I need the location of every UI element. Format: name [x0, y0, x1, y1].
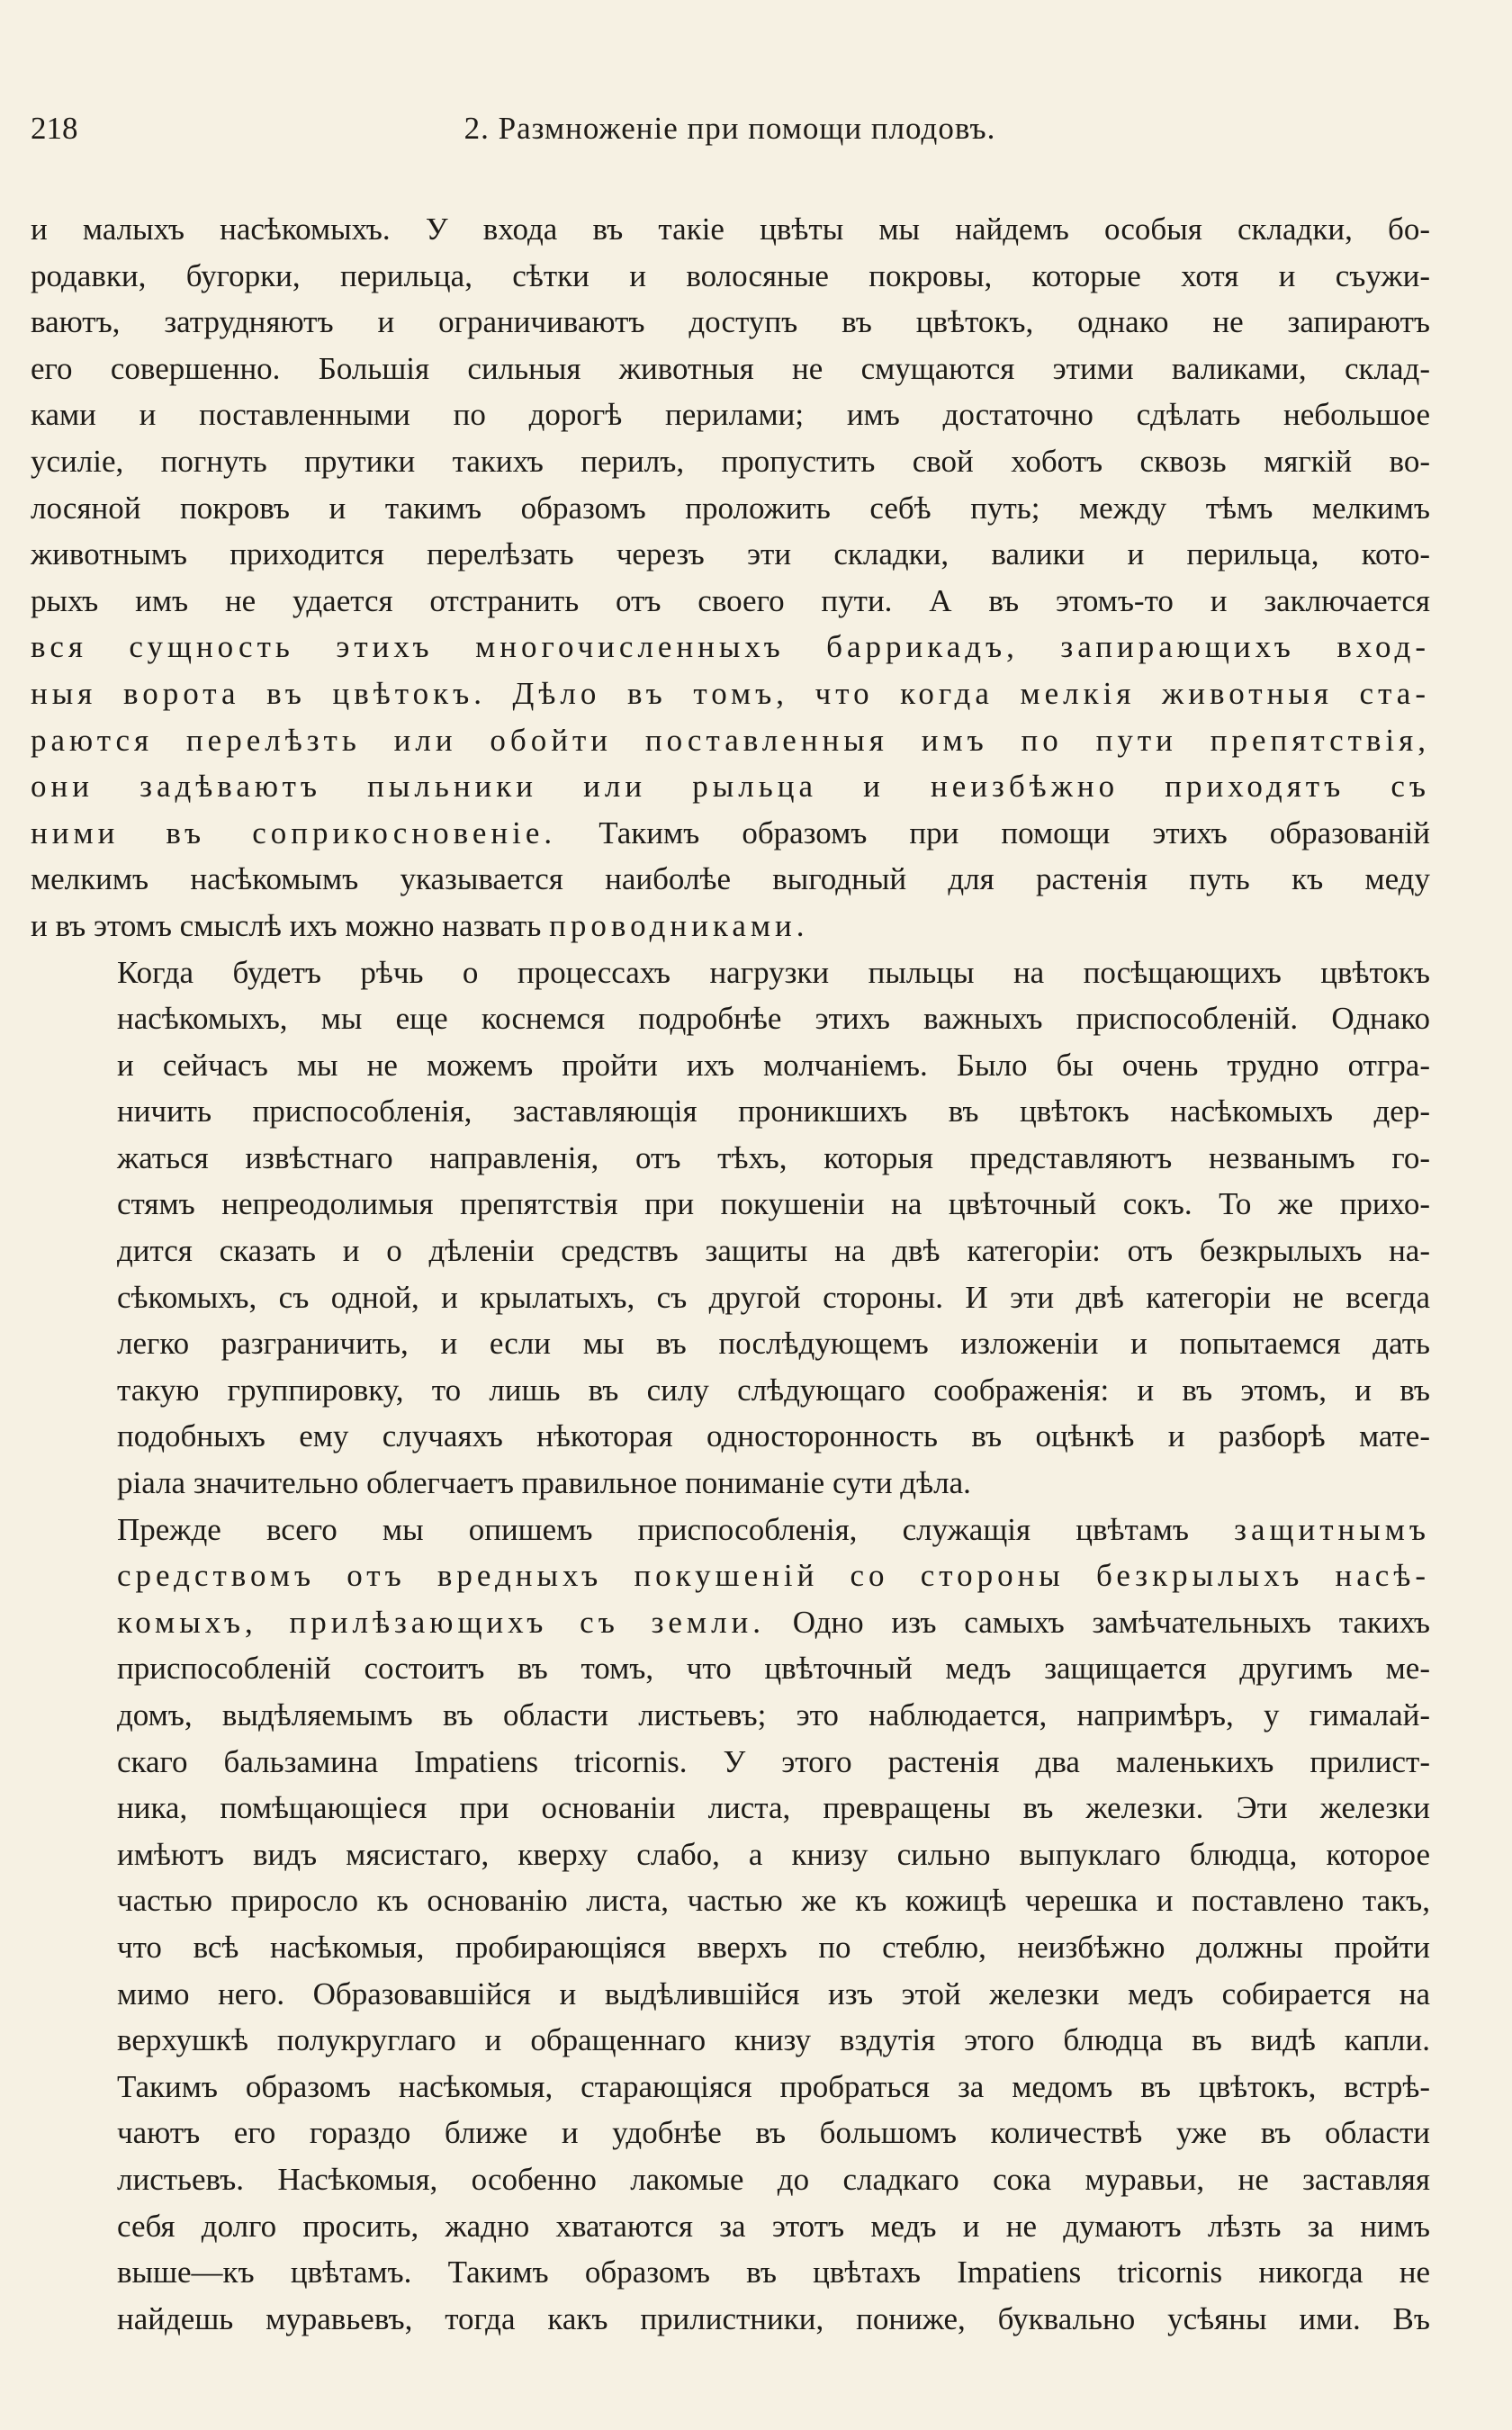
spaced-emphasis: проводниками [549, 907, 796, 943]
text-line: такую группировку, то лишь въ силу слѣдующаго соображенія: и въ этомъ, и въ [117, 1372, 1430, 1408]
text-line: ничить приспособленія, заставляющія проникшихъ въ цвѣтокъ насѣкомыхъ дер- [117, 1094, 1430, 1130]
text-line: рыхъ имъ не удается отстранить отъ своего пути. А въ этомъ-то и заключается [31, 582, 1430, 618]
text-line: мелкимъ насѣкомымъ указывается наиболѣе выгодный для растенія путь къ меду [31, 861, 1430, 897]
text-line: насѣкомыхъ, мы еще коснемся подробнѣе этихъ важныхъ приспособленій. Однако [117, 1001, 1430, 1037]
spaced-emphasis: вся сущность этихъ многочисленныхъ баррикадъ, запирающихъ вход- [31, 629, 1430, 665]
text-line: себя долго просить, жадно хватаются за этотъ медъ и не думаютъ лѣзть за нимъ [117, 2208, 1430, 2244]
text-line: домъ, выдѣляемымъ въ области листьевъ; это наблюдается, напримѣръ, у гималай- [117, 1697, 1430, 1732]
spaced-emphasis: раются перелѣзть или обойти поставленныя имъ по пути препятствія, [31, 722, 1430, 758]
spaced-emphasis: комыхъ, прилѣзающихъ съ земли. [117, 1604, 766, 1640]
spaced-emphasis: ныя ворота въ цвѣтокъ. Дѣло въ томъ, что когда мелкія животныя ста- [31, 675, 1430, 711]
text-line: Такимъ образомъ насѣкомыя, старающіяся пробраться за медомъ въ цвѣтокъ, встрѣ- [117, 2068, 1430, 2104]
text-line: и въ этомъ смыслѣ ихъ можно назвать проводниками. [31, 907, 805, 943]
text-line: подобныхъ ему случаяхъ нѣкоторая односторонность въ оцѣнкѣ и разборѣ мате- [117, 1418, 1430, 1454]
text-line: родавки, бугорки, перильца, сѣтки и волосяные покровы, которые хотя и съужи- [31, 257, 1430, 293]
paragraph-3 [31, 1507, 1430, 2343]
text-line: ками и поставленными по дорогѣ перилами; имъ достаточно сдѣлать небольшое [31, 397, 1430, 433]
paragraph-2 [31, 950, 1430, 1507]
text-line: найдешь муравьевъ, тогда какъ прилистники, пониже, буквально усѣяны ими. Въ [117, 2300, 1430, 2336]
text-line [31, 1552, 1430, 1599]
spaced-emphasis: средствомъ отъ вредныхъ покушеній со стороны безкрылыхъ насѣ- [117, 1558, 1430, 1594]
text-line: комыхъ, прилѣзающихъ съ земли. Одно изъ самыхъ замѣчательныхъ такихъ [117, 1604, 1430, 1640]
text-line: что всѣ насѣкомыя, пробирающіяся вверхъ по стеблю, неизбѣжно должны пройти [117, 1929, 1430, 1965]
text-line: листьевъ. Насѣкомыя, особенно лакомые до сладкаго сока муравьи, не заставляя [117, 2161, 1430, 2197]
text-line: дится сказать и о дѣленіи средствъ защиты на двѣ категоріи: отъ безкрылыхъ на- [117, 1233, 1430, 1269]
text-line: сѣкомыхъ, съ одной, и крылатыхъ, съ другой стороны. И эти двѣ категоріи не всегда [117, 1279, 1430, 1315]
text-line [31, 624, 1430, 670]
text-line: животнымъ приходится перелѣзать черезъ эти складки, валики и перильца, кото- [31, 536, 1430, 572]
text-line: и малыхъ насѣкомыхъ. У входа въ такіе цвѣты мы найдемъ особыя складки, бо- [31, 212, 1430, 247]
text-line: приспособленій состоитъ въ томъ, что цвѣточный медъ защищается другимъ ме- [117, 1651, 1430, 1687]
text-line: имѣютъ видъ мясистаго, кверху слабо, а книзу сильно выпуклаго блюдца, которое [117, 1836, 1430, 1872]
text-line: легко разграничить, и если мы въ послѣдующемъ изложеніи и попытаемся дать [117, 1326, 1430, 1362]
text-line: верхушкѣ полукруглаго и обращеннаго книзу вздутія этого блюдца въ видѣ капли. [117, 2022, 1430, 2058]
text-line: усиліе, погнуть прутики такихъ перилъ, пропустить свой хоботъ сквозь мягкій во- [31, 443, 1430, 479]
text-line: ника, помѣщающіеся при основаніи листа, превращены въ железки. Эти железки [117, 1790, 1430, 1826]
text-line: ними въ соприкосновеніе. Такимъ образомъ при помощи этихъ образованій [31, 814, 1431, 850]
text-line: жаться извѣстнаго направленія, отъ тѣхъ, которыя представляютъ незванымъ го- [117, 1139, 1430, 1175]
text-line: ріала значительно облегчаетъ правильное пониманіе сути дѣла. [117, 1465, 971, 1501]
running-head [31, 106, 1429, 151]
text-line: частью приросло къ основанію листа, частью же къ кожицѣ черешка и поставлено такъ, [117, 1883, 1430, 1919]
text-line: выше—къ цвѣтамъ. Такимъ образомъ въ цвѣтахъ Impatiens tricornis никогда не [117, 2254, 1430, 2290]
text-line: лосяной покровъ и такимъ образомъ проложить себѣ путь; между тѣмъ мелкимъ [31, 490, 1430, 526]
text-line: и сейчасъ мы не можемъ пройти ихъ молчаніемъ. Было бы очень трудно отгра- [117, 1047, 1430, 1083]
text-line [31, 763, 1430, 810]
text-line: ваютъ, затрудняютъ и ограничиваютъ доступъ въ цвѣтокъ, однако не запираютъ [31, 304, 1430, 340]
text-line: чаютъ его гораздо ближе и удобнѣе въ большомъ количествѣ уже въ области [117, 2115, 1430, 2151]
spaced-emphasis: ними въ соприкосновеніе. [31, 814, 557, 850]
spaced-emphasis: защитнымъ [1234, 1511, 1430, 1547]
text-line: его совершенно. Большія сильныя животныя не смущаются этими валиками, склад- [31, 350, 1430, 386]
paragraph-1 [31, 206, 1430, 950]
text-line: Когда будетъ рѣчь о процессахъ нагрузки пыльцы на посѣщающихъ цвѣтокъ [117, 954, 1430, 990]
chapter-title: 2. Размноженіе при помощи плодовъ. [464, 111, 996, 146]
text-line: скаго бальзамина Impatiens tricornis. У этого растенія два маленькихъ прилист- [117, 1743, 1430, 1779]
spaced-emphasis: они задѣваютъ пыльники или рыльца и неизбѣжно приходятъ съ [31, 769, 1430, 805]
text-line [31, 670, 1430, 717]
text-line [31, 717, 1430, 764]
text-line: Прежде всего мы опишемъ приспособленія, служащія цвѣтамъ защитнымъ [117, 1511, 1430, 1547]
text-line: мимо него. Образовавшійся и выдѣлившійся изъ этой железки медъ собирается на [117, 1976, 1430, 2012]
text-line: стямъ непреодолимыя препятствія при покушеніи на цвѣточный сокъ. То же прихо- [117, 1186, 1430, 1222]
page-number: 218 [31, 111, 78, 146]
body-text [31, 206, 1430, 2342]
